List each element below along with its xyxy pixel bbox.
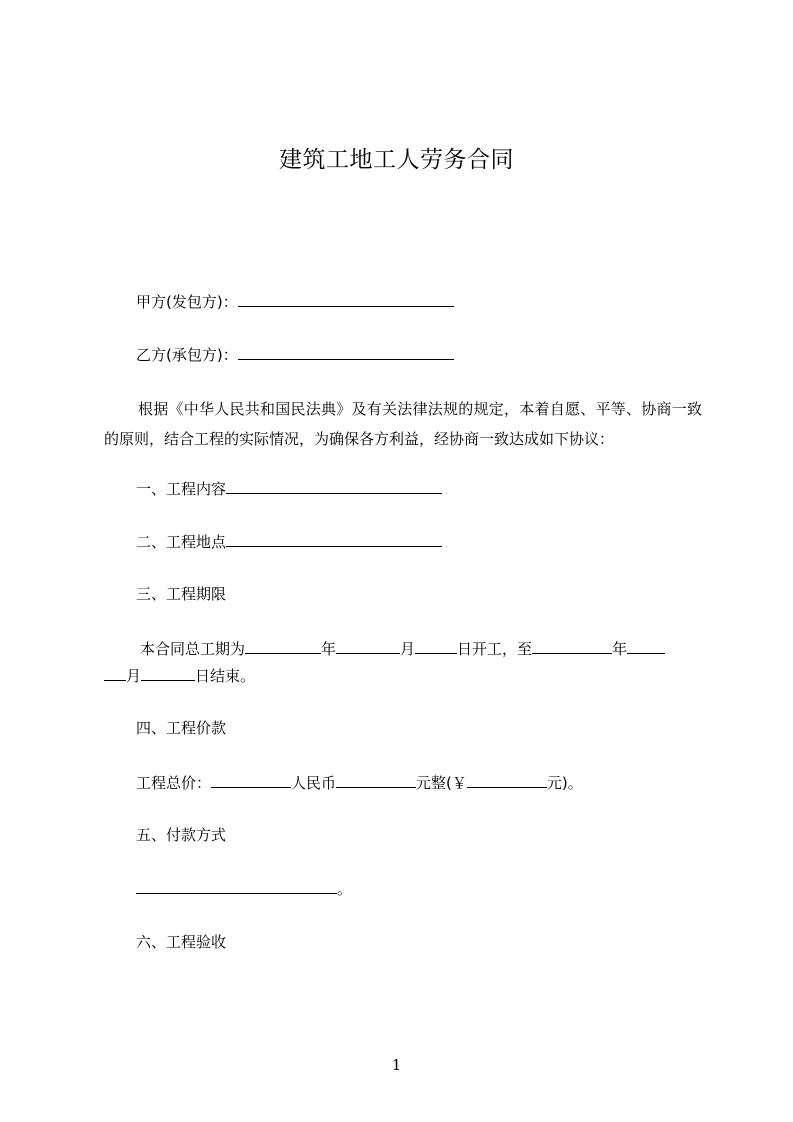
- section-6-heading: 六、工程验收: [136, 933, 227, 951]
- end-month-blank-part2[interactable]: [104, 665, 126, 681]
- party-a-label: 甲方(发包方)：: [136, 293, 238, 311]
- period-line-2: [104, 665, 255, 686]
- section-5-heading: 五、付款方式: [136, 826, 227, 844]
- month-label-1: 月: [400, 640, 416, 658]
- year-label-2: 年: [612, 640, 628, 658]
- section-1-line: [136, 478, 442, 499]
- start-day-blank[interactable]: [415, 638, 457, 654]
- party-b-label: 乙方(承包方)：: [136, 346, 238, 364]
- price-rmb-blank[interactable]: [336, 772, 416, 788]
- payment-method-blank[interactable]: [136, 878, 337, 894]
- yuan-close-label: 元)。: [546, 774, 583, 792]
- price-number-blank[interactable]: [467, 772, 547, 788]
- party-b-line: [136, 344, 454, 365]
- end-day-label: 日结束。: [195, 667, 256, 685]
- start-day-label: 日开工，至: [457, 640, 533, 658]
- payment-end-mark: 。: [337, 880, 353, 898]
- section-3-heading: 三、工程期限: [136, 585, 227, 603]
- work-content-blank[interactable]: [226, 478, 442, 494]
- work-location-blank[interactable]: [226, 531, 442, 547]
- party-a-line: [136, 291, 454, 312]
- price-label: 工程总价：: [136, 774, 212, 792]
- start-year-blank[interactable]: [245, 638, 321, 654]
- page-number: 1: [391, 1056, 402, 1074]
- section-2-heading: 二、工程地点: [136, 533, 227, 551]
- start-month-blank[interactable]: [336, 638, 400, 654]
- section-1-heading: 一、工程内容: [136, 480, 227, 498]
- price-line: [136, 772, 583, 793]
- end-year-blank[interactable]: [532, 638, 612, 654]
- intro-paragraph: 根据《中华人民共和国民法典》及有关法律法规的规定，本着自愿、平等、协商一致的原则，结合工程的实际情况，为确保各方利益，经协商一致达成如下协议：: [104, 400, 702, 448]
- month-label-2: 月: [126, 667, 142, 685]
- end-day-blank[interactable]: [141, 665, 195, 681]
- party-b-blank[interactable]: [238, 344, 454, 360]
- yuan-whole-label: 元整(￥: [416, 774, 467, 792]
- document-title: 建筑工地工人劳务合同: [279, 147, 514, 173]
- section-2-line: [136, 531, 442, 552]
- year-label-1: 年: [321, 640, 337, 658]
- payment-line: [136, 878, 352, 899]
- section-4-heading: 四、工程价款: [136, 719, 227, 737]
- period-prefix: 本合同总工期为: [140, 640, 246, 658]
- period-line-1: [140, 638, 665, 659]
- price-blank-1[interactable]: [211, 772, 291, 788]
- end-month-blank-part1[interactable]: [627, 638, 665, 654]
- rmb-label: 人民币: [291, 774, 337, 792]
- party-a-blank[interactable]: [238, 291, 454, 307]
